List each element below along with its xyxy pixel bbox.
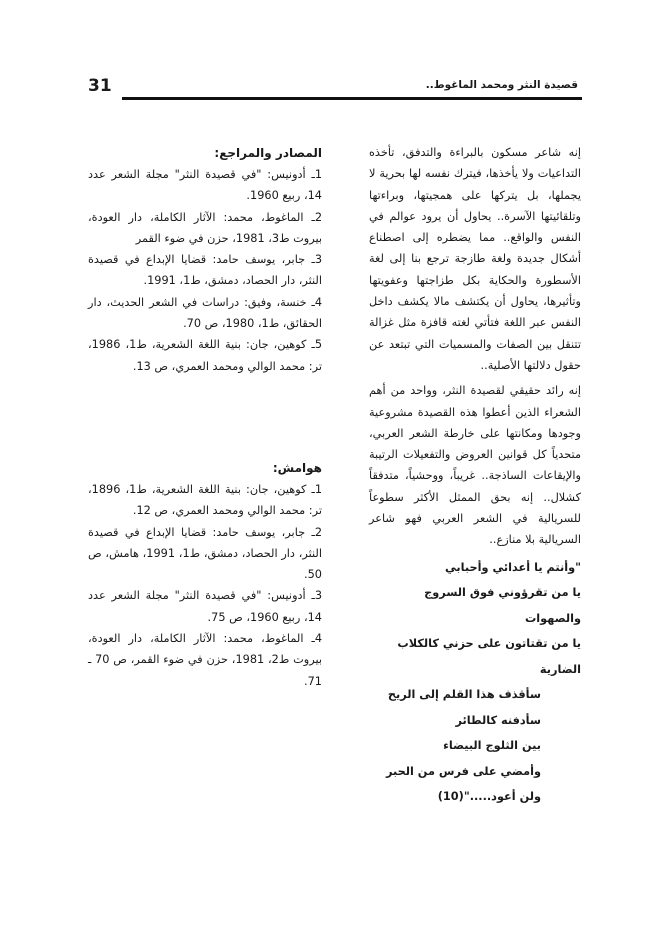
- poem-quote: [369, 555, 581, 810]
- page-number: 31: [88, 76, 112, 96]
- sources-heading: المصادر والمراجع:: [214, 146, 322, 160]
- poem-line: سأقذف هذا القلم إلى الريح: [387, 688, 541, 702]
- page-header: [82, 74, 582, 100]
- poem-line: "وأنتم يا أعدائي وأحبابي: [445, 560, 581, 574]
- references-column: [88, 142, 322, 692]
- footnote-entry: 3ـ أدونيس: "في قصيدة النثر" مجلة الشعر عدد 14، ربيع 1960، ص 75.: [88, 589, 322, 624]
- source-entry: 1ـ أدونيس: "في قصيدة النثر" مجلة الشعر عدد 14، ربيع 1960.: [88, 168, 322, 203]
- footnote-entry: 4ـ الماغوط، محمد: الآثار الكاملة، دار العودة، بيروت ط2، 1981، حزن في ضوء القمر، ص 70 ـ 71.: [88, 632, 322, 688]
- section-spacer: [88, 377, 322, 457]
- poem-line: ولن أعود....."(10): [437, 790, 541, 804]
- poem-line: سأدفنه كالطائر: [455, 713, 541, 727]
- poem-line: يا من تقتاتون على حزني كالكلاب الضارية: [397, 637, 581, 676]
- footnote-entry: 1ـ كوهين، جان: بنية اللغة الشعرية، ط1، 1896، تر: محمد الوالي ومحمد العمري، ص 12.: [88, 482, 322, 518]
- body-paragraph: إنه رائد حقيقي لقصيدة النثر، وواحد من أهم الشعراء الذين أعطوا هذه القصيدة مشروعية وجودها ومكانتها على خارطة الشعر العربي، متحدياً كل قوانين العروض والتفعيلات الرتيبة والإيقاعات الساذجة.. غريباً، ووحشياً، متدفقاً كشلال.. إنه بحق الممثل الأكثر سطوعاً للسريالية في الشعر العربي فهو شاعر السريالية بلا منازع..: [369, 384, 581, 547]
- running-title: قصيدة النثر ومحمد الماغوط..: [425, 79, 578, 91]
- header-rule: [122, 97, 582, 100]
- source-entry: 2ـ الماغوط، محمد: الآثار الكاملة، دار العودة، بيروت ط3، 1981، حزن في ضوء القمر: [88, 210, 322, 245]
- poem-line: بين الثلوج البيضاء: [443, 739, 541, 753]
- poem-line: يا من تقرؤوني فوق السروج والصهوات: [424, 586, 581, 625]
- footnotes-heading: هوامش:: [272, 460, 322, 475]
- body-paragraph: إنه شاعر مسكون بالبراءة والتدفق، تأخذه التداعيات ولا يأخذها، فيترك نفسه لها بحرية لا يجملها، بل يتركها على همجيتها، وبراءتها وتلقائيتها الآسرة.. يحاول أن يرود عوالم في النفس والواقع.. مما يضطره إلى اصطناع أشكال جديدة ولغة طازجة ترجع بنا إلى لغة الأسطورة والحكاية بكل طزاجتها وعفويتها وتأثيرها، يحاول أن يكتشف مالا يكشف داخل النفس عبر اللغة فتأتي لغته قافزة مثل غزالة تتنقل بين الصفات والمسميات التي تبتعد عن حقول دلالتها الأصلية..: [369, 146, 581, 372]
- source-entry: 4ـ خنسة، وفيق: دراسات في الشعر الحديث، دار الحقائق، ط1، 1980، ص 70.: [88, 295, 322, 331]
- poem-line: وأمضي على فرس من الحبر: [385, 764, 541, 778]
- source-entry: 3ـ جابر، يوسف حامد: قضايا الإبداع في قصيدة النثر، دار الحصاد، دمشق، ط1، 1991.: [88, 253, 322, 288]
- footnote-entry: 2ـ جابر، يوسف حامد: قضايا الإبداع في قصيدة النثر، دار الحصاد، دمشق، ط1، 1991، هامش، ص 50.: [88, 525, 322, 582]
- source-entry: 5ـ كوهين، جان: بنية اللغة الشعرية، ط1، 1986، تر: محمد الوالي ومحمد العمري، ص 13.: [88, 338, 322, 373]
- body-text-column: [369, 142, 581, 810]
